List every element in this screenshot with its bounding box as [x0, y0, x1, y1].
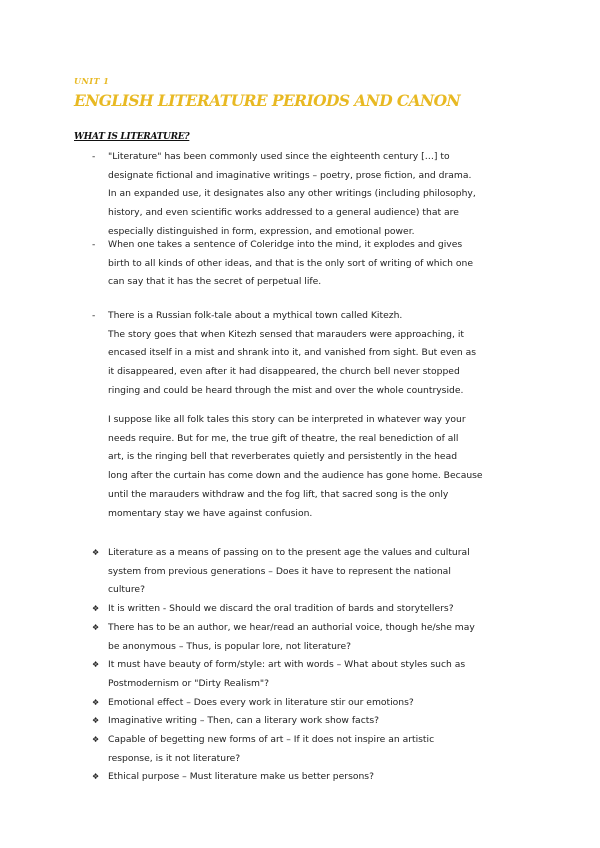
diamond-bullet-icon: ❖	[92, 735, 100, 745]
text-line: response, is it not literature?	[108, 752, 241, 764]
text-line: "Literature" has been commonly used since the eighteenth century […] to	[108, 151, 450, 162]
text-line: long after the curtain has come down and the audience has gone home. Because	[108, 470, 483, 482]
diamond-bullet-icon: ❖	[92, 716, 100, 726]
text-line: designate fictional and imaginative writings – poetry, prose fiction, and drama.	[108, 169, 472, 181]
page-title: ENGLISH LITERATURE PERIODS AND CANON	[74, 91, 461, 110]
list-item	[92, 694, 532, 713]
section-heading: WHAT IS LITERATURE?	[74, 132, 190, 142]
list-item	[92, 656, 532, 693]
text-line: Literature as a means of passing on to the present age the values and cultural	[108, 547, 470, 558]
diamond-bullet-icon: ❖	[92, 548, 100, 557]
text-line: until the marauders withdraw and the fog lift, that sacred song is the only	[108, 488, 449, 500]
diamond-bullet-icon: ❖	[92, 622, 100, 632]
text-line: needs require. But for me, the true gift of theatre, the real benediction of all	[108, 432, 459, 444]
text-line: history, and even scientific works addressed to a general audience) that are	[108, 207, 459, 219]
text-line: Imaginative writing – Then, can a literary work show facts?	[108, 715, 380, 727]
text-line: There has to be an author, we hear/read an authorial voice, though he/she may	[108, 621, 475, 633]
text-line: especially distinguished in form, expression, and emotional power.	[108, 225, 415, 237]
list-item	[92, 712, 532, 731]
text-line: momentary stay we have against confusion.	[108, 507, 313, 519]
text-line: can say that it has the secret of perpetual life.	[108, 276, 322, 288]
diamond-bullet-icon: ❖	[92, 604, 100, 614]
dash-marker: -	[92, 310, 96, 321]
dash-marker: -	[92, 151, 96, 162]
unit-label: UNIT 1	[74, 76, 110, 86]
text-line: culture?	[108, 584, 145, 596]
text-line: There is a Russian folk-tale about a mythical town called Kitezh.	[108, 310, 403, 321]
list-item	[92, 768, 532, 787]
text-line: It must have beauty of form/style: art with words – What about styles such as	[108, 659, 466, 671]
quote-paragraph	[108, 411, 528, 523]
text-line: Emotional effect – Does every work in literature stir our emotions?	[108, 696, 414, 708]
text-line: be anonymous – Thus, is popular lore, not literature?	[108, 640, 351, 652]
text-line: When one takes a sentence of Coleridge into the mind, it explodes and gives	[108, 239, 463, 250]
list-item	[92, 731, 532, 768]
list-item	[92, 544, 532, 600]
diamond-bullet-icon: ❖	[92, 660, 100, 670]
text-line: Postmodernism or "Dirty Realism"?	[108, 677, 270, 689]
list-item	[92, 600, 532, 619]
text-line: In an expanded use, it designates also any other writings (including philosophy,	[108, 188, 476, 200]
diamond-bullet-icon: ❖	[92, 772, 100, 782]
text-line: system from previous generations – Does it have to represent the national	[108, 565, 451, 577]
list-item	[92, 619, 532, 656]
text-line: The story goes that when Kitezh sensed that marauders were approaching, it	[108, 328, 464, 340]
diamond-bullet-icon: ❖	[92, 697, 100, 707]
text-line: it disappeared, even after it had disappeared, the church bell never stopped	[108, 366, 460, 378]
text-line: It is written - Should we discard the oral tradition of bards and storytellers?	[108, 603, 454, 615]
text-line: Ethical purpose – Must literature make us better persons?	[108, 771, 374, 783]
text-line: Capable of begetting new forms of art – If it does not inspire an artistic	[108, 734, 435, 746]
text-line: ringing and could be heard through the mist and over the whole countryside.	[108, 384, 464, 396]
dash-marker: -	[92, 239, 96, 250]
text-line: I suppose like all folk tales this story can be interpreted in whatever way your	[108, 414, 466, 425]
question-list	[92, 544, 532, 787]
text-line: encased itself in a mist and shrank into it, and vanished from sight. But even as	[108, 347, 477, 359]
text-line: art, is the ringing bell that reverberates quietly and persistently in the head	[108, 451, 458, 463]
text-line: birth to all kinds of other ideas, and that is the only sort of writing of which one	[108, 257, 474, 269]
